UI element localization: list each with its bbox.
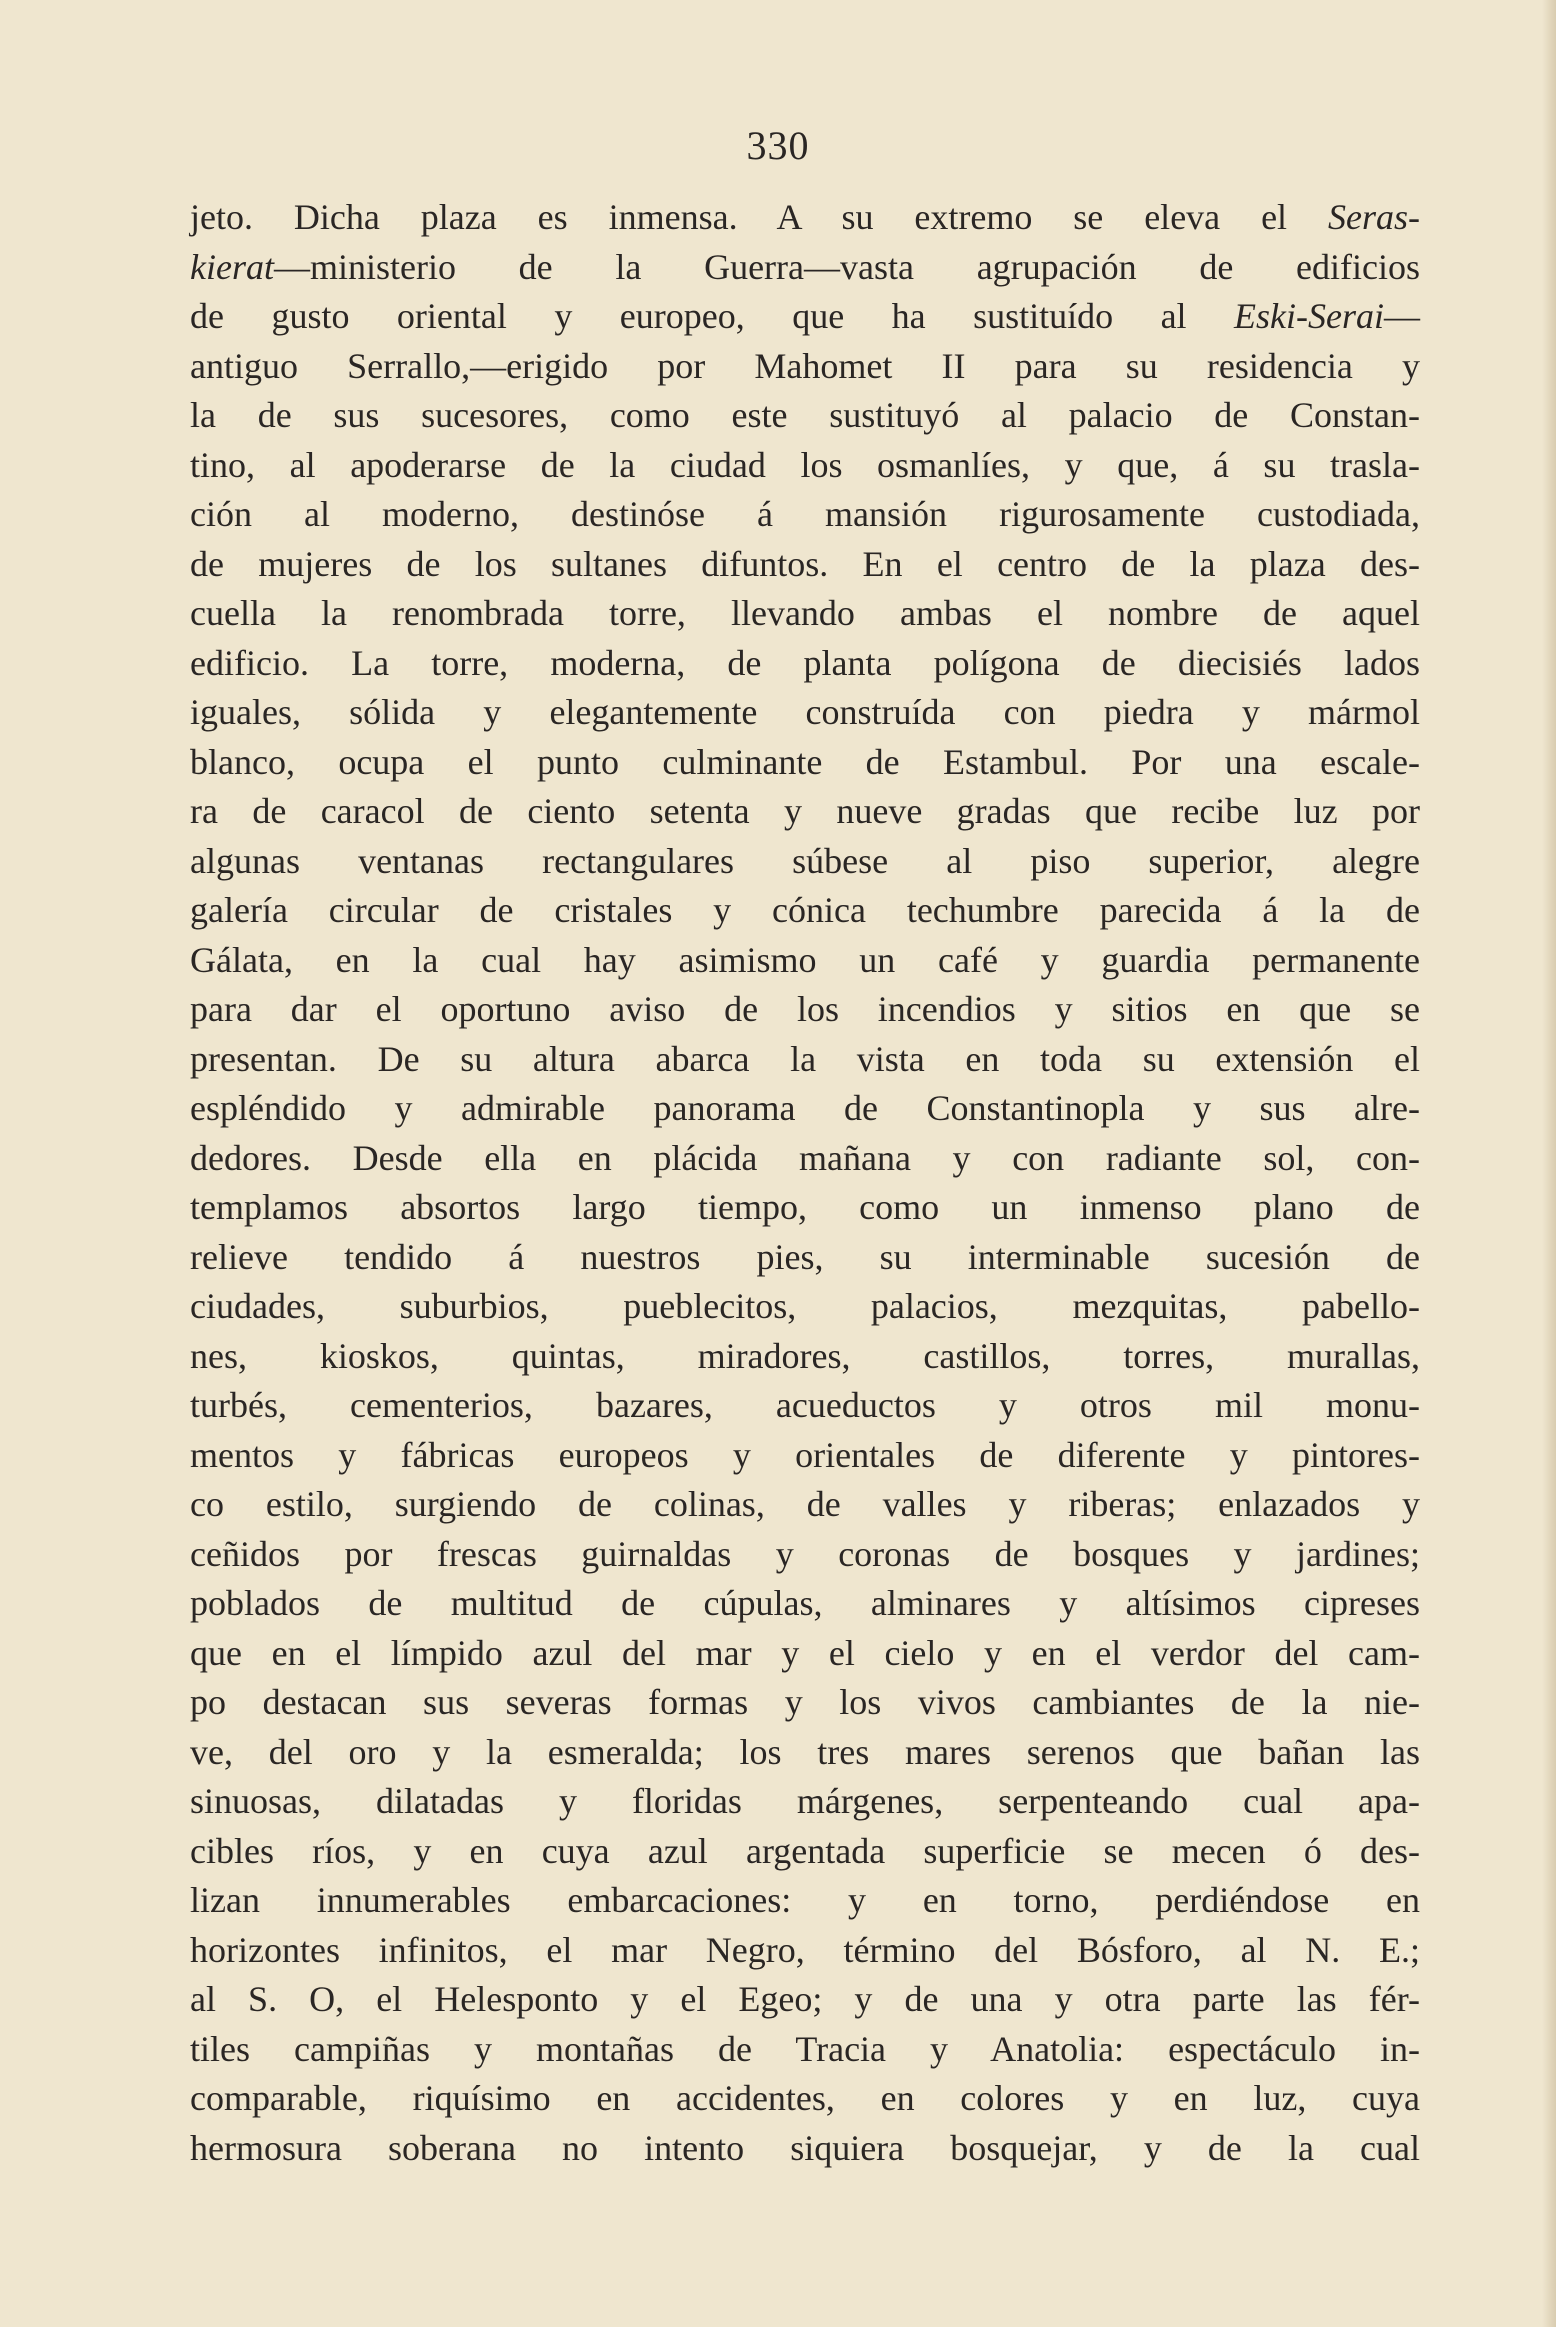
text-run: po destacan sus severas formas y los vivos cambiantes de la nie- <box>190 1682 1420 1722</box>
text-line <box>190 1579 1420 1629</box>
text-run: mentos y fábricas europeos y orientales de diferente y pintores- <box>190 1434 1420 1475</box>
text-run: algunas ventanas rectangulares súbese al piso superior, alegre <box>190 840 1420 881</box>
text-run: ve, del oro y la esmeralda; los tres mares serenos que bañan las <box>190 1731 1420 1772</box>
text-line <box>190 1282 1420 1332</box>
text-run: ra de caracol de ciento setenta y nueve gradas que recibe luz por <box>190 791 1420 831</box>
text-run: ción al moderno, destinóse á mansión rigurosamente custodiada, <box>190 494 1420 534</box>
text-run: ciudades, suburbios, pueblecitos, palacios, mezquitas, pabello- <box>190 1286 1420 1326</box>
text-run: relieve tendido á nuestros pies, su interminable sucesión de <box>190 1236 1420 1277</box>
text-line <box>190 837 1420 887</box>
text-line <box>190 639 1420 689</box>
text-line <box>190 342 1420 392</box>
text-line <box>190 490 1420 540</box>
text-run: turbés, cementerios, bazares, acueductos y otros mil monu- <box>190 1385 1420 1425</box>
page-edge <box>1542 0 1556 2327</box>
text-line <box>190 1975 1420 2025</box>
text-line <box>190 540 1420 590</box>
text-run: edificio. La torre, moderna, de planta polígona de diecisiés lados <box>190 642 1420 683</box>
text-line <box>190 985 1420 1035</box>
text-run: —ministerio de la Guerra—vasta agrupación de edificios <box>273 246 1420 287</box>
text-run: tino, al apoderarse de la ciudad los osmanlíes, y que, á su trasla- <box>190 444 1420 485</box>
text-run: jeto. Dicha plaza es inmensa. A su extremo se eleva el <box>190 197 1328 237</box>
text-run: templamos absortos largo tiempo, como un inmenso plano de <box>190 1187 1420 1227</box>
text-line <box>190 1827 1420 1877</box>
text-line <box>190 2124 1420 2174</box>
text-run: para dar el oportuno aviso de los incendios y sitios en que se <box>190 989 1420 1029</box>
italic-term: Eski-Serai <box>1234 296 1384 336</box>
text-run: ceñidos por frescas guirnaldas y coronas de bosques y jardines; <box>190 1533 1420 1574</box>
text-line <box>190 243 1420 293</box>
text-line <box>190 1876 1420 1926</box>
text-line <box>190 1431 1420 1481</box>
text-line <box>190 787 1420 837</box>
italic-term: Seras- <box>1328 197 1420 237</box>
text-line <box>190 292 1420 342</box>
text-run: hermosura soberana no intento siquiera bosquejar, y de la cual <box>190 2127 1420 2168</box>
text-line <box>190 1777 1420 1827</box>
text-line <box>190 738 1420 788</box>
text-line <box>190 1332 1420 1382</box>
text-line <box>190 1480 1420 1530</box>
text-run: co estilo, surgiendo de colinas, de valles y riberas; enlazados y <box>190 1484 1420 1524</box>
text-run: de mujeres de los sultanes difuntos. En el centro de la plaza des- <box>190 543 1420 584</box>
text-run: cuella la renombrada torre, llevando ambas el nombre de aquel <box>190 593 1420 633</box>
text-run: galería circular de cristales y cónica techumbre parecida á la de <box>190 890 1420 930</box>
text-line <box>190 2074 1420 2124</box>
text-line <box>190 1381 1420 1431</box>
text-run: que en el límpido azul del mar y el cielo y en el verdor del cam- <box>190 1632 1420 1673</box>
italic-term: kierat <box>190 246 274 287</box>
text-line <box>190 1926 1420 1976</box>
text-line <box>190 1678 1420 1728</box>
text-run: Gálata, en la cual hay asimismo un café y guardia permanente <box>190 939 1420 980</box>
text-line <box>190 2025 1420 2075</box>
text-line <box>190 391 1420 441</box>
text-run: horizontes infinitos, el mar Negro, término del Bósforo, al N. E.; <box>190 1929 1420 1970</box>
text-line <box>190 688 1420 738</box>
text-line <box>190 936 1420 986</box>
text-line <box>190 1035 1420 1085</box>
text-run: cibles ríos, y en cuya azul argentada superficie se mecen ó des- <box>190 1830 1420 1871</box>
text-line <box>190 1629 1420 1679</box>
text-line <box>190 589 1420 639</box>
text-run: comparable, riquísimo en accidentes, en colores y en luz, cuya <box>190 2078 1420 2118</box>
text-run: lizan innumerables embarcaciones: y en torno, perdiéndose en <box>190 1880 1420 1920</box>
text-line <box>190 1233 1420 1283</box>
text-run: blanco, ocupa el punto culminante de Estambul. Por una escale- <box>190 741 1420 782</box>
text-run: sinuosas, dilatadas y floridas márgenes, serpenteando cual apa- <box>190 1781 1420 1821</box>
text-line <box>190 1530 1420 1580</box>
text-run: iguales, sólida y elegantemente construída con piedra y mármol <box>190 692 1420 732</box>
text-line <box>190 193 1420 243</box>
text-run: presentan. De su altura abarca la vista en toda su extensión el <box>190 1038 1420 1079</box>
text-run: al S. O, el Helesponto y el Egeo; y de una y otra parte las fér- <box>190 1979 1420 2019</box>
text-run: nes, kioskos, quintas, miradores, castillos, torres, murallas, <box>190 1335 1420 1376</box>
text-run: la de sus sucesores, como este sustituyó al palacio de Constan- <box>190 395 1420 435</box>
text-line <box>190 441 1420 491</box>
text-run: — <box>1384 296 1420 336</box>
page-number: 330 <box>746 123 810 168</box>
text-run: antiguo Serrallo,—erigido por Mahomet II para su residencia y <box>190 345 1420 386</box>
text-run: de gusto oriental y europeo, que ha sustituído al <box>190 296 1235 336</box>
text-line <box>190 1728 1420 1778</box>
text-run: poblados de multitud de cúpulas, alminares y altísimos cipreses <box>190 1583 1420 1623</box>
body-text <box>190 193 1420 2173</box>
text-line <box>190 886 1420 936</box>
text-run: tiles campiñas y montañas de Tracia y Anatolia: espectáculo in- <box>190 2028 1420 2069</box>
text-line <box>190 1084 1420 1134</box>
text-run: espléndido y admirable panorama de Constantinopla y sus alre- <box>190 1088 1420 1128</box>
text-line <box>190 1183 1420 1233</box>
text-run: dedores. Desde ella en plácida mañana y con radiante sol, con- <box>190 1137 1420 1178</box>
text-line <box>190 1134 1420 1184</box>
